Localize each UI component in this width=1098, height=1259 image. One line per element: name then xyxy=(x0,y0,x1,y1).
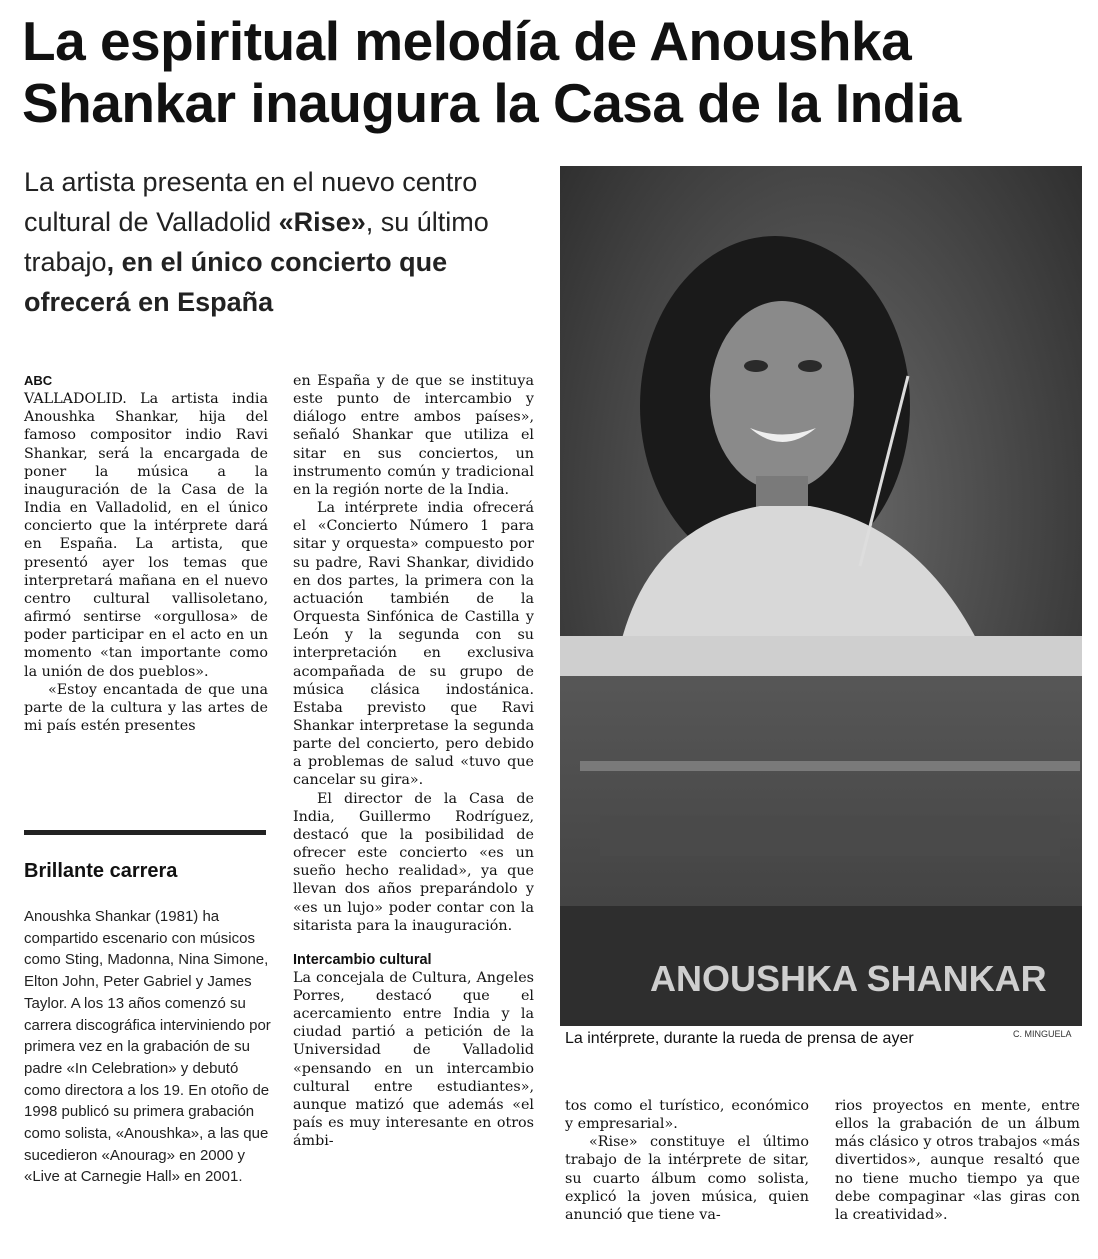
sidebar-text: Anoushka Shankar (1981) ha compartido escenario con músicos como Sting, Madonna, Nina Simone, Elton John, Peter Gabriel y James Taylor. A los 13 años comenzó su carrera discográfica interviniendo por primera vez en la grabación de su padre «In Celebration» y debutó como directora a los 19. En otoño de 1998 publicó su primera grabación como solista, «Anoushka», a las que sucedieron «Anourag» en 2000 y «Live at Carnegie Hall» en 2001. xyxy=(24,908,271,1186)
section-subhead: Intercambio cultural xyxy=(293,951,432,968)
article-photo xyxy=(560,166,1082,1026)
photo-credit: C. MINGUELA xyxy=(1013,1029,1072,1039)
article-column-4 xyxy=(835,1097,1080,1224)
byline: ABC xyxy=(24,373,53,388)
photo-caption: La intérprete, durante la rueda de prensa de ayer xyxy=(565,1030,914,1047)
headline-line-2: Shankar inaugura la Casa de la India xyxy=(22,72,961,134)
body-paragraph: VALLADOLID. La artista india Anoushka Shankar, hija del famoso compositor indio Ravi Shankar, será la encargada de poner la música a la inauguración de la Casa de la India en Valladolid, en el único concierto que la intérprete dará en España. La artista, que presentó ayer los temas que interpretará mañana en el nuevo centro cultural vallisoletano, afirmó sentirse «orgullosa» de poder participar en el acto en un momento «tan importante como la unión de dos pueblos». xyxy=(24,391,268,680)
subheadline xyxy=(24,162,534,322)
body-paragraph: rios proyectos en mente, entre ellos la grabación de un álbum más clásico y otros trabajos «más divertidos», aunque resaltó que no tiene mucho tiempo ya que debe compaginar «las giras con la creatividad». xyxy=(835,1098,1080,1223)
body-paragraph: «Rise» constituye el último trabajo de la intérprete de sitar, su cuarto álbum como solista, explicó la joven música, quien anunció que tiene va- xyxy=(565,1134,809,1223)
body-paragraph: «Estoy encantada de que una parte de la cultura y las artes de mi país estén presentes xyxy=(24,681,268,734)
headline xyxy=(22,10,1082,134)
body-paragraph: El director de la Casa de India, Guillermo Rodríguez, destacó que la posibilidad de ofrecer este concierto «es un sueño hecho realidad», ya que llevan dos años preparándolo y «es un lujo» poder contar con la sitarista para la inauguración. xyxy=(293,790,534,934)
article-column-2 xyxy=(293,372,534,1150)
subheadline-emphasis: , en el único concierto que ofrecerá en España xyxy=(24,247,448,317)
subheadline-text: La artista presenta en el nuevo centro cultural de Valladolid xyxy=(24,167,478,237)
body-paragraph: en España y de que se instituya este punto de intercambio y diálogo entre ambos países», señaló Shankar que utiliza el sitar en sus conciertos, un instrumento común y tradicional en la región norte de la India. xyxy=(293,373,534,498)
sidebar-title: Brillante carrera xyxy=(24,860,178,882)
headline-line-1: La espiritual melodía de Anoushka xyxy=(22,10,912,72)
photo-illustration xyxy=(560,166,1082,1026)
body-paragraph: La concejala de Cultura, Angeles Porres, destacó que el acercamiento entre India y la ciudad partió a petición de la Universidad de Valladolid «pensando en un intercambio cultural entre estudiantes», aunque matizó que además «el país es muy interesante en otros ámbi- xyxy=(293,969,534,1150)
subheadline-text-2: , su último trabajo xyxy=(24,207,489,277)
subheadline-album: «Rise» xyxy=(278,207,366,237)
body-paragraph: tos como el turístico, económico y empresarial». xyxy=(565,1098,809,1133)
body-paragraph: La intérprete india ofrecerá el «Concierto Número 1 para sitar y orquesta» compuesto por su padre, Ravi Shankar, dividido en dos partes, la primera con la actuación también de la Orquesta Sinfónica de Castilla y León y la segunda con su interpretación en exclusiva acompañada de su grupo de música clásica indostánica. Estaba previsto que Ravi Shankar interpretase la segunda parte del concierto, pero debido a problemas de salud «tuvo que cancelar su gira». xyxy=(293,500,534,789)
article-column-3 xyxy=(565,1097,809,1224)
banner-text: ANOUSHKA SHANKAR xyxy=(650,958,1047,999)
article-column-1 xyxy=(24,372,268,735)
sidebar-rule xyxy=(24,830,266,835)
